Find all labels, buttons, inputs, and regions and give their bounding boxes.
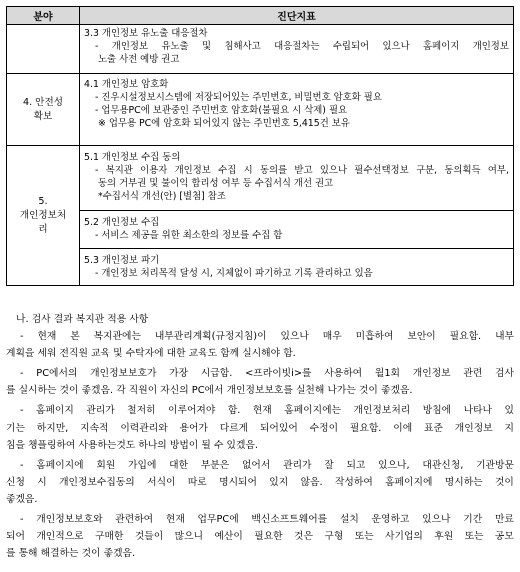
paragraph — [6, 457, 514, 508]
area-label: 개인정보처 — [19, 209, 67, 221]
section-line: 노출 사전 예방 권고 — [98, 54, 180, 65]
paragraph — [6, 328, 514, 362]
section-line: - 서비스 제공을 위한 최소한의 정보를 수집 함 — [95, 230, 283, 241]
paragraph-line: 되어 개인적으로 구매한 것들이 많으니 예산이 필요한 것은 구형 또는 사기업의 후원 또는 공모 — [6, 531, 514, 543]
paragraph-line: 좋겠음. — [6, 493, 38, 505]
area-cell-processing — [7, 146, 80, 286]
paragraph-line: 를 실시하는 것이 좋겠음. 각 직원이 자신의 PC에서 개인정보보호를 실천해 나가는 것이 좋겠음. — [6, 385, 413, 397]
indicator-cell — [80, 74, 514, 146]
paragraph-line: 신청 시 개인정보수집동의 서식이 따로 명시되어 있지 않음. 작성하여 홈페이지에 명시하는 것이 — [6, 476, 514, 488]
section-line: *수집서식 개선(안) [별첨] 참조 — [98, 191, 226, 202]
paragraph-line: - 홈페이지 관리가 철저히 이루어져야 함. 현재 홈페이지에는 개인정보처리 방침에 나타나 있 — [20, 405, 514, 417]
area-label: 5. — [38, 195, 48, 207]
paragraph-line: 계획을 세워 전직원 교육 및 수탁자에 대한 교육도 함께 실시해야 함. — [6, 348, 296, 360]
paragraph — [6, 402, 514, 453]
table-row — [7, 25, 514, 74]
paragraph-line: - 현재 본 복지관에는 내부관리계획(규정지침)이 있으나 매우 미흡하여 보안이 필요함. 내부 — [20, 331, 514, 343]
section-title: 5.1 개인정보 수집 동의 — [84, 152, 181, 163]
section-5-2 — [80, 210, 513, 248]
section-5-1 — [80, 146, 513, 210]
paragraph-line: - PC에서의 개인정보보호가 가장 시급함. <프라이빗i>를 사용하여 월1회 개인정보 관련 검사 — [20, 368, 514, 380]
section-line: 동의 거부권 및 불이익 합리성 여부 등 수집서식 개선 권고 — [98, 178, 334, 189]
section-4-1 — [80, 74, 513, 133]
section-5-3 — [80, 248, 513, 285]
table-row — [7, 74, 514, 146]
area-label: 4. 안전성 — [22, 96, 63, 108]
area-label: 확보 — [33, 110, 53, 122]
indicator-cell — [80, 25, 514, 74]
paragraph-line: 기는 하지만, 지속적 이력관리와 용어가 다르게 되어있어 수정이 필요함. 이에 표준 개인정보 지 — [6, 422, 514, 434]
findings-section — [6, 311, 514, 562]
header-indicator: 진단지표 — [80, 7, 514, 25]
diagnosis-table — [6, 6, 514, 286]
area-label: 리 — [38, 223, 48, 235]
header-area: 분야 — [7, 7, 80, 25]
area-cell-empty — [7, 25, 80, 74]
table-row — [7, 146, 514, 286]
indicator-cell — [80, 146, 514, 286]
paragraph — [6, 365, 514, 399]
section-title: 5.3 개인정보 파기 — [84, 255, 160, 266]
area-cell-security — [7, 74, 80, 146]
paragraph — [6, 511, 514, 562]
paragraph-line: - 개인정보보호와 관련하여 현재 업무PC에 백신소프트웨어를 설치 운영하고 있으나 기간 만료 — [20, 514, 514, 526]
section-line: - 업무용PC에 보관중인 주민번호 암호화(불필요 시 삭제) 필요 — [95, 105, 348, 116]
paragraph-line: 를 통해 해결하는 것이 좋겠음. — [6, 548, 136, 560]
section-line: ※ 업무용 PC에 암호화 되어있지 않는 주민번호 5,415건 보유 — [98, 118, 350, 129]
section-3-3 — [80, 25, 513, 69]
paragraph-line: - 홈페이지에 회원 가입에 대한 부분은 없어서 관리가 잘 되고 있으나, 대관신청, 기관방문 — [20, 459, 514, 471]
paragraph-line: 침을 챙플링하여 사용하는것도 하나의 방법이 될 수 있겠음. — [6, 439, 259, 451]
section-line: - 개인정보 유노출 및 침해사고 대응절차는 수립되어 있으나 홈페이지 개인정보 — [95, 41, 509, 52]
section-line: - 개인정보 처리목적 달성 시, 지체없이 파기하고 기록 관리하고 있음 — [95, 268, 373, 279]
table-header-row — [7, 7, 514, 25]
section-title: 4.1 개인정보 암호화 — [84, 79, 169, 90]
findings-heading: 나. 검사 결과 복지관 적용 사항 — [16, 314, 149, 325]
section-title: 3.3 개인정보 유노출 대응절차 — [84, 28, 208, 39]
section-title: 5.2 개인정보 수집 — [84, 217, 160, 228]
section-line: - 복지관 이용자 개인정보 수집 시 동의를 받고 있으나 필수선택정보 구분, 동의획득 여부, — [95, 165, 509, 176]
section-line: - 진우시설정보시스템에 저장되어있는 주민번호, 비밀번호 암호화 필요 — [95, 92, 382, 103]
